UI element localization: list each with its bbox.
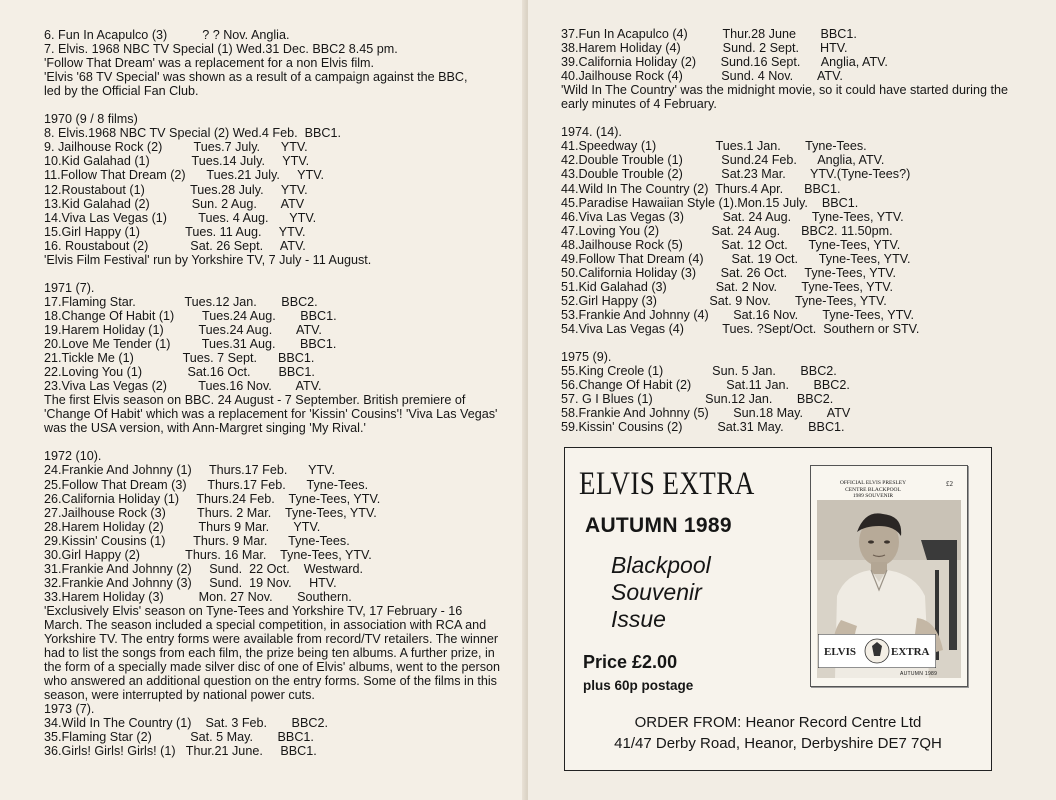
listing-line: 25.Follow That Dream (3) Thurs.17 Feb. Tyne-Tees. [44,477,369,492]
listing-line: 38.Harem Holiday (4) Sund. 2 Sept. HTV. [561,41,848,56]
listing-line: 21.Tickle Me (1) Tues. 7 Sept. BBC1. [44,351,315,366]
ad-order-line: 41/47 Derby Road, Heanor, Derbyshire DE7 7QH [614,735,942,752]
listing-line: 1973 (7). [44,702,95,717]
ad-price: Price £2.00 [583,652,678,672]
listing-line: 48.Jailhouse Rock (5) Sat. 12 Oct. Tyne-Tees, YTV. [561,237,901,252]
cover-price: £2 [946,480,953,488]
listing-line: 55.King Creole (1) Sun. 5 Jan. BBC2. [561,364,837,379]
listing-line: 'Elvis '68 TV Special' was shown as a result of a campaign against the BBC, [44,70,468,85]
listing-line: 24.Frankie And Johnny (1) Thurs.17 Feb. YTV. [44,463,335,478]
listing-line: 30.Girl Happy (2) Thurs. 16 Mar. Tyne-Tees, YTV. [44,547,372,562]
listing-line: 11.Follow That Dream (2) Tues.21 July. YTV. [44,168,324,183]
listing-line: 15.Girl Happy (1) Tues. 11 Aug. YTV. [44,224,306,239]
listing-line: 47.Loving You (2) Sat. 24 Aug. BBC2. 11.50pm. [561,223,893,238]
listing-line: 42.Double Trouble (1) Sund.24 Feb. Anglia, ATV. [561,153,885,168]
listing-line: 10.Kid Galahad (1) Tues.14 July. YTV. [44,154,310,169]
note-paragraph: 'Exclusively Elvis' season on Tyne-Tees and Yorkshire TV, 17 February - 16 March. The season included a special competition, in association with RCA and Yorkshire TV. The entry forms were available from record/TV retailers. The winner had to list the songs from each film, the prize being ten albums. A further prize, in the form of a specially made silver disc of one of Elvis' albums, went to the person who answered an additional question on the entry forms. Some of the films in this season, were interrupted by national power cuts. [44,603,500,703]
listing-line: 41.Speedway (1) Tues.1 Jan. Tyne-Tees. [561,139,867,154]
right-column [561,27,1036,434]
listing-line: 50.California Holiday (3) Sat. 26 Oct. Tyne-Tees, YTV. [561,265,897,280]
listing-line: 36.Girls! Girls! Girls! (1) Thur.21 June. BBC1. [44,744,317,759]
listing-line: 1972 (10). [44,449,102,464]
listing-line: 12.Roustabout (1) Tues.28 July. YTV. [44,182,308,197]
cover-header-line: OFFICIAL ELVIS PRESLEY [839,480,907,486]
listing-line: 44.Wild In The Country (2) Thurs.4 Apr. BBC1. [561,181,841,196]
ad-postage: plus 60p postage [583,678,694,693]
listing-line: 20.Love Me Tender (1) Tues.31 Aug. BBC1. [44,337,337,352]
listing-line: 37.Fun In Acapulco (4) Thur.28 June BBC1. [561,27,857,41]
magazine-cover-image [810,465,968,687]
ad-order-info [565,712,991,754]
spacer [44,98,504,112]
note-paragraph: 'Wild In The Country' was the midnight movie, so it could have started during the early minutes of 4 February. [561,83,1008,112]
cover-edition: AUTUMN 1989 [900,671,938,677]
listing-line: 57. G I Blues (1) Sun.12 Jan. BBC2. [561,392,834,407]
listing-line: 17.Flaming Star. Tues.12 Jan. BBC2. [44,294,318,309]
listing-line: 7. Elvis. 1968 NBC TV Special (1) Wed.31 Dec. BBC2 8.45 pm. [44,42,398,57]
listing-line: 58.Frankie And Johnny (5) Sun.18 May. ATV [561,406,851,421]
listing-line: 26.California Holiday (1) Thurs.24 Feb. Tyne-Tees, YTV. [44,491,381,506]
listing-line: 51.Kid Galahad (3) Sat. 2 Nov. Tyne-Tees, YTV. [561,279,894,294]
ad-issue [611,552,711,633]
cover-logo-left: ELVIS [824,646,857,658]
listing-line: 56.Change Of Habit (2) Sat.11 Jan. BBC2. [561,378,850,393]
listing-line: 1975 (9). [561,350,612,365]
elvis-extra-logo [818,634,936,668]
ad-title: ELVIS EXTRA [579,466,755,502]
listing-line: 16. Roustabout (2) Sat. 26 Sept. ATV. [44,238,306,253]
listing-line: 19.Harem Holiday (1) Tues.24 Aug. ATV. [44,322,322,337]
spacer [561,111,1036,125]
listing-line: 18.Change Of Habit (1) Tues.24 Aug. BBC1. [44,308,337,323]
ad-season: AUTUMN 1989 [585,514,732,537]
listing-line: 35.Flaming Star (2) Sat. 5 May. BBC1. [44,730,314,745]
listing-line: 43.Double Trouble (2) Sat.23 Mar. YTV.(Tyne-Tees?) [561,167,911,182]
listing-line: 9. Jailhouse Rock (2) Tues.7 July. YTV. [44,140,308,155]
cover-header-line: 1989 SOUVENIR [852,493,894,499]
listing-line: 52.Girl Happy (3) Sat. 9 Nov. Tyne-Tees, YTV. [561,293,887,308]
listing-line: 40.Jailhouse Rock (4) Sund. 4 Nov. ATV. [561,69,843,84]
listing-line: led by the Official Fan Club. [44,84,199,99]
ad-order-line: ORDER FROM: Heanor Record Centre Ltd [634,714,922,731]
listing-line: 13.Kid Galahad (2) Sun. 2 Aug. ATV [44,196,305,211]
spacer [44,267,504,281]
spacer [44,435,504,449]
listing-line: 14.Viva Las Vegas (1) Tues. 4 Aug. YTV. [44,210,317,225]
listing-line: 59.Kissin' Cousins (2) Sat.31 May. BBC1. [561,420,845,435]
listing-line: 1971 (7). [44,280,95,295]
ad-issue-line: Blackpool [611,552,711,578]
listing-line: 27.Jailhouse Rock (3) Thurs. 2 Mar. Tyne-Tees, YTV. [44,505,377,520]
listing-line: 6. Fun In Acapulco (3) ? ? Nov. Anglia. [44,28,290,42]
listing-line: 28.Harem Holiday (2) Thurs 9 Mar. YTV. [44,519,321,534]
listing-line: 34.Wild In The Country (1) Sat. 3 Feb. BBC2. [44,716,328,731]
listing-line: 53.Frankie And Johnny (4) Sat.16 Nov. Tyne-Tees, YTV. [561,307,915,322]
ad-issue-line: Souvenir [611,579,702,605]
listing-line: 33.Harem Holiday (3) Mon. 27 Nov. Southern. [44,589,352,604]
spacer [561,336,1036,350]
listing-line: 'Follow That Dream' was a replacement for a non Elvis film. [44,56,375,71]
left-column [44,28,504,758]
listing-line: 31.Frankie And Johnny (2) Sund. 22 Oct. Westward. [44,561,363,576]
listing-line: 39.California Holiday (2) Sund.16 Sept. Anglia, ATV. [561,55,888,70]
listing-line: 45.Paradise Hawaiian Style (1).Mon.15 July. BBC1. [561,195,859,210]
note-paragraph: The first Elvis season on BBC. 24 August - 7 September. British premiere of 'Change Of Habit' which was a replacement for 'Kissin' Cousins'! 'Viva Las Vegas' was the USA version, with Ann-Margret singing 'My Rival.' [44,393,498,436]
elvis-extra-advert [564,447,992,771]
listing-line: 22.Loving You (1) Sat.16 Oct. BBC1. [44,365,315,380]
listing-line: 49.Follow That Dream (4) Sat. 19 Oct. Tyne-Tees, YTV. [561,251,911,266]
listing-line: 23.Viva Las Vegas (2) Tues.16 Nov. ATV. [44,379,322,394]
listing-line: 32.Frankie And Johnny (3) Sund. 19 Nov. HTV. [44,575,337,590]
listing-line: 54.Viva Las Vegas (4) Tues. ?Sept/Oct. Southern or STV. [561,321,920,336]
ad-issue-line: Issue [611,606,666,632]
cover-header-line: CENTRE BLACKPOOL [845,486,901,493]
listing-line: 'Elvis Film Festival' run by Yorkshire TV, 7 July - 11 August. [44,252,372,267]
listing-line: 1974. (14). [561,125,622,140]
listing-line: 29.Kissin' Cousins (1) Thurs. 9 Mar. Tyne-Tees. [44,533,350,548]
listing-line: 8. Elvis.1968 NBC TV Special (2) Wed.4 Feb. BBC1. [44,126,342,141]
cover-logo-right: EXTRA [891,646,930,658]
listing-line: 1970 (9 / 8 films) [44,112,138,127]
listing-line: 46.Viva Las Vegas (3) Sat. 24 Aug. Tyne-Tees, YTV. [561,209,904,224]
